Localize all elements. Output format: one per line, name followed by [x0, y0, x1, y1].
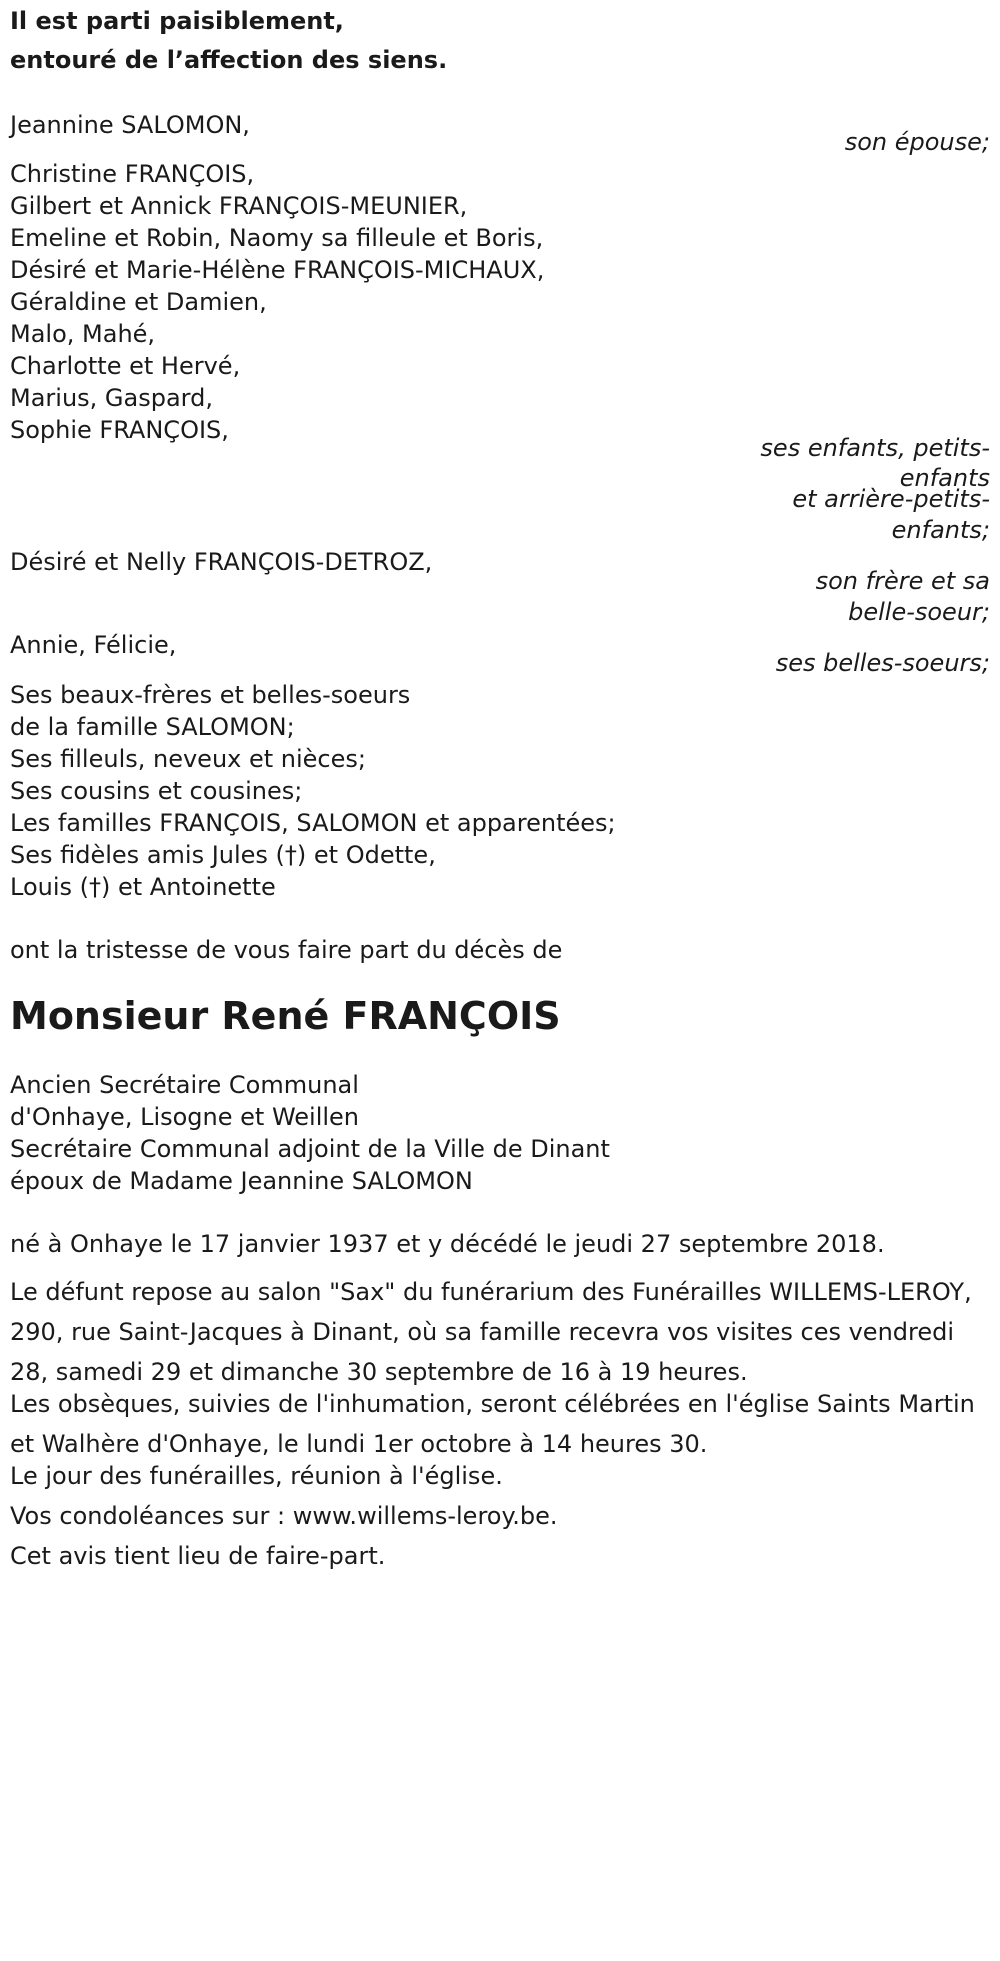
- child-line-3: Emeline et Robin, Naomy sa filleule et Boris,: [10, 224, 544, 252]
- title-line-2: d'Onhaye, Lisogne et Weillen: [10, 1103, 360, 1131]
- child-line-9: Sophie FRANÇOIS,: [10, 416, 229, 444]
- spouse-relation: son épouse;: [844, 128, 990, 156]
- child-line-1: Christine FRANÇOIS,: [10, 160, 255, 188]
- condolences-paragraph: Vos condoléances sur : www.willems-leroy.be.: [10, 1502, 558, 1530]
- notice-paragraph: Cet avis tient lieu de faire-part.: [10, 1542, 386, 1570]
- sisters-in-law-relation: ses belles-soeurs;: [775, 649, 990, 677]
- others-line-6: Ses fidèles amis Jules (†) et Odette,: [10, 841, 436, 869]
- others-line-1: Ses beaux-frères et belles-soeurs: [10, 681, 411, 709]
- child-line-7: Charlotte et Hervé,: [10, 352, 241, 380]
- sisters-in-law-name: Annie, Félicie,: [10, 631, 177, 659]
- child-line-4: Désiré et Marie-Hélène FRANÇOIS-MICHAUX,: [10, 256, 545, 284]
- intro-line-2: entouré de l’affection des siens.: [10, 46, 448, 74]
- intro-line-1: Il est parti paisiblement,: [10, 7, 344, 35]
- brother-relation-1: son frère et sa: [815, 567, 990, 595]
- children-relation-1: ses enfants, petits-: [760, 434, 990, 462]
- title-line-3: Secrétaire Communal adjoint de la Ville de Dinant: [10, 1135, 610, 1163]
- announcement: ont la tristesse de vous faire part du décès de: [10, 936, 563, 964]
- deceased-name: Monsieur René FRANÇOIS: [10, 994, 561, 1038]
- child-line-5: Géraldine et Damien,: [10, 288, 267, 316]
- brother-relation-2: belle-soeur;: [848, 598, 990, 626]
- birth-death-paragraph: né à Onhaye le 17 janvier 1937 et y décédé le jeudi 27 septembre 2018.: [10, 1230, 885, 1258]
- brother-name: Désiré et Nelly FRANÇOIS-DETROZ,: [10, 548, 433, 576]
- funeral-paragraph: Les obsèques, suivies de l'inhumation, seront célébrées en l'église Saints Martin et Walhère d'Onhaye, le lundi 1er octobre à 14 heures 30.: [10, 1390, 975, 1458]
- others-line-5: Les familles FRANÇOIS, SALOMON et apparentées;: [10, 809, 616, 837]
- title-line-1: Ancien Secrétaire Communal: [10, 1071, 359, 1099]
- title-line-4: époux de Madame Jeannine SALOMON: [10, 1167, 473, 1195]
- children-relation-4: enfants;: [891, 516, 990, 544]
- children-relation-2: enfants: [899, 464, 990, 492]
- child-line-8: Marius, Gaspard,: [10, 384, 213, 412]
- visitation-paragraph: Le défunt repose au salon "Sax" du funérarium des Funérailles WILLEMS-LEROY, 290, rue Saint-Jacques à Dinant, où sa famille recevra vos visites ces vendredi 28, samedi 29 et dimanche 30 septembre de 16 à 19 heures.: [10, 1278, 972, 1386]
- others-line-4: Ses cousins et cousines;: [10, 777, 303, 805]
- child-line-6: Malo, Mahé,: [10, 320, 156, 348]
- spouse-name: Jeannine SALOMON,: [10, 111, 250, 139]
- child-line-2: Gilbert et Annick FRANÇOIS-MEUNIER,: [10, 192, 468, 220]
- others-line-2: de la famille SALOMON;: [10, 713, 295, 741]
- obituary-notice: [10, 0, 990, 1961]
- others-line-3: Ses filleuls, neveux et nièces;: [10, 745, 366, 773]
- meeting-paragraph: Le jour des funérailles, réunion à l'église.: [10, 1462, 503, 1490]
- children-relation-3: et arrière-petits-: [792, 485, 990, 513]
- others-line-7: Louis (†) et Antoinette: [10, 873, 276, 901]
